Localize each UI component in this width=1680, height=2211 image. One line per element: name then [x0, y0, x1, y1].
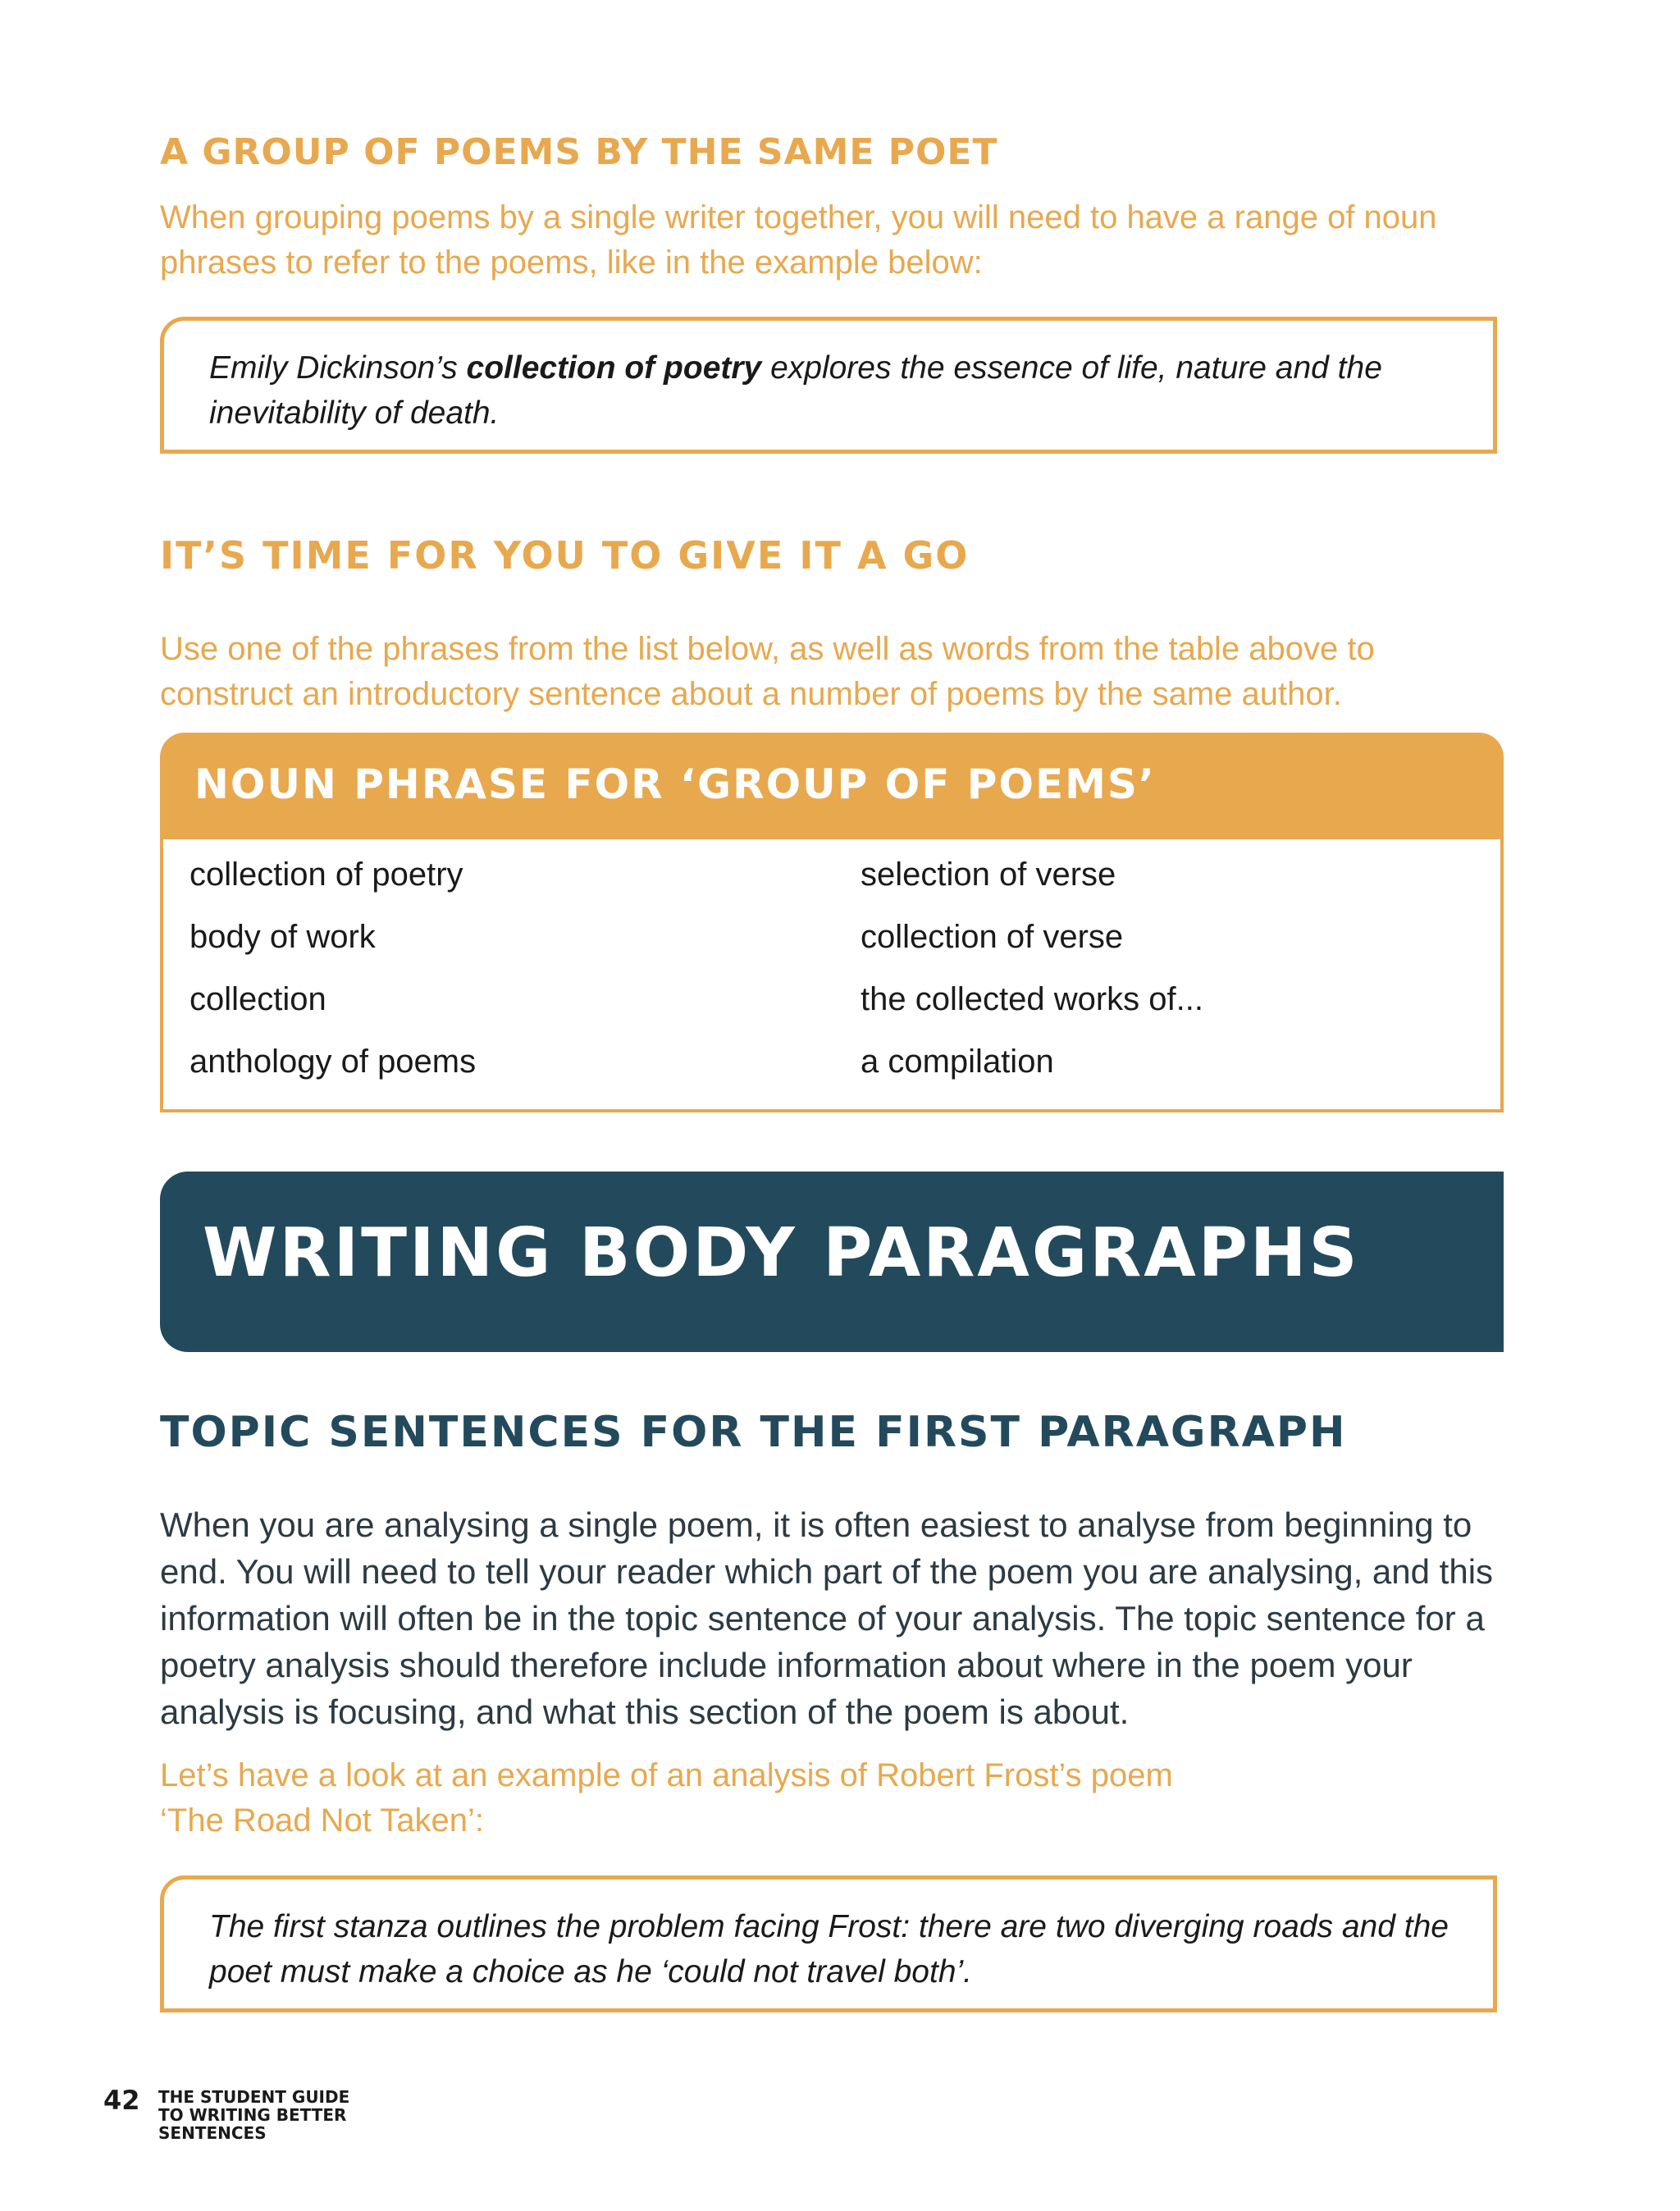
- chapter-title: WRITING BODY PARAGRAPHS: [203, 1214, 1360, 1292]
- table-cell: collection of verse: [861, 919, 1124, 955]
- section-body-topic-sentences: When you are analysing a single poem, it is often easiest to analyse from beginning to end. You will need to tell your reader which part of the poem you are analysing, and this information will often be in the topic sentence of your analysis. The topic sentence for a poetry analysis should therefore include information about where in the poem your analysis is focusing, and what this section of the poem is about.: [160, 1505, 1494, 1731]
- table-body: [160, 839, 1504, 1112]
- example-text-after: explores the essence of life, nature and the inevitability of death.: [209, 350, 1382, 431]
- section-intro-group-of-poems: When grouping poems by a single writer together, you will need to have a range of noun phrases to refer to the poems, like in the example below:: [160, 199, 1437, 281]
- lead-line-2: ‘The Road Not Taken’:: [160, 1802, 485, 1839]
- table-cell: a compilation: [861, 1044, 1054, 1080]
- table-cell: anthology of poems: [189, 1044, 477, 1080]
- page-number: 42: [103, 2085, 140, 2116]
- noun-phrase-table: [160, 733, 1504, 1112]
- book-title-line: TO WRITING BETTER: [158, 2105, 347, 2125]
- example-box-frost: [160, 1875, 1497, 2012]
- section-intro-give-it-a-go: Use one of the phrases from the list below, as well as words from the table above to construct an introductory sentence about a number of poems by the same author.: [160, 631, 1375, 712]
- section-heading-give-it-a-go: IT’S TIME FOR YOU TO GIVE IT A GO: [160, 533, 970, 578]
- chapter-banner: [160, 1172, 1504, 1352]
- table-cell: collection: [189, 981, 326, 1017]
- table-cell: the collected works of...: [861, 981, 1203, 1017]
- example-text-before: Emily Dickinson’s: [209, 350, 467, 386]
- table-cell: selection of verse: [861, 857, 1116, 893]
- example-text-dickinson: [209, 345, 1460, 436]
- table-header-label: NOUN PHRASE FOR ‘GROUP OF POEMS’: [194, 761, 1156, 808]
- example-text-frost: The first stanza outlines the problem facing Frost: there are two diverging roads and the poet must make a choice as he ‘could not travel both’.: [209, 1909, 1449, 1989]
- book-title-line: SENTENCES: [158, 2123, 267, 2143]
- lead-line-1: Let’s have a look at an example of an analysis of Robert Frost’s poem: [160, 1757, 1173, 1793]
- section-heading-group-of-poems: A GROUP OF POEMS BY THE SAME POET: [160, 131, 998, 173]
- example-text-highlight: collection of poetry: [466, 350, 762, 386]
- table-header: [160, 733, 1504, 839]
- table-cell: collection of poetry: [189, 857, 463, 893]
- example-box-dickinson: [160, 317, 1497, 454]
- book-title: [158, 2088, 372, 2142]
- section-heading-topic-sentences: TOPIC SENTENCES FOR THE FIRST PARAGRAPH: [160, 1408, 1347, 1457]
- book-title-line: THE STUDENT GUIDE: [158, 2087, 350, 2107]
- table-cell: body of work: [189, 919, 376, 955]
